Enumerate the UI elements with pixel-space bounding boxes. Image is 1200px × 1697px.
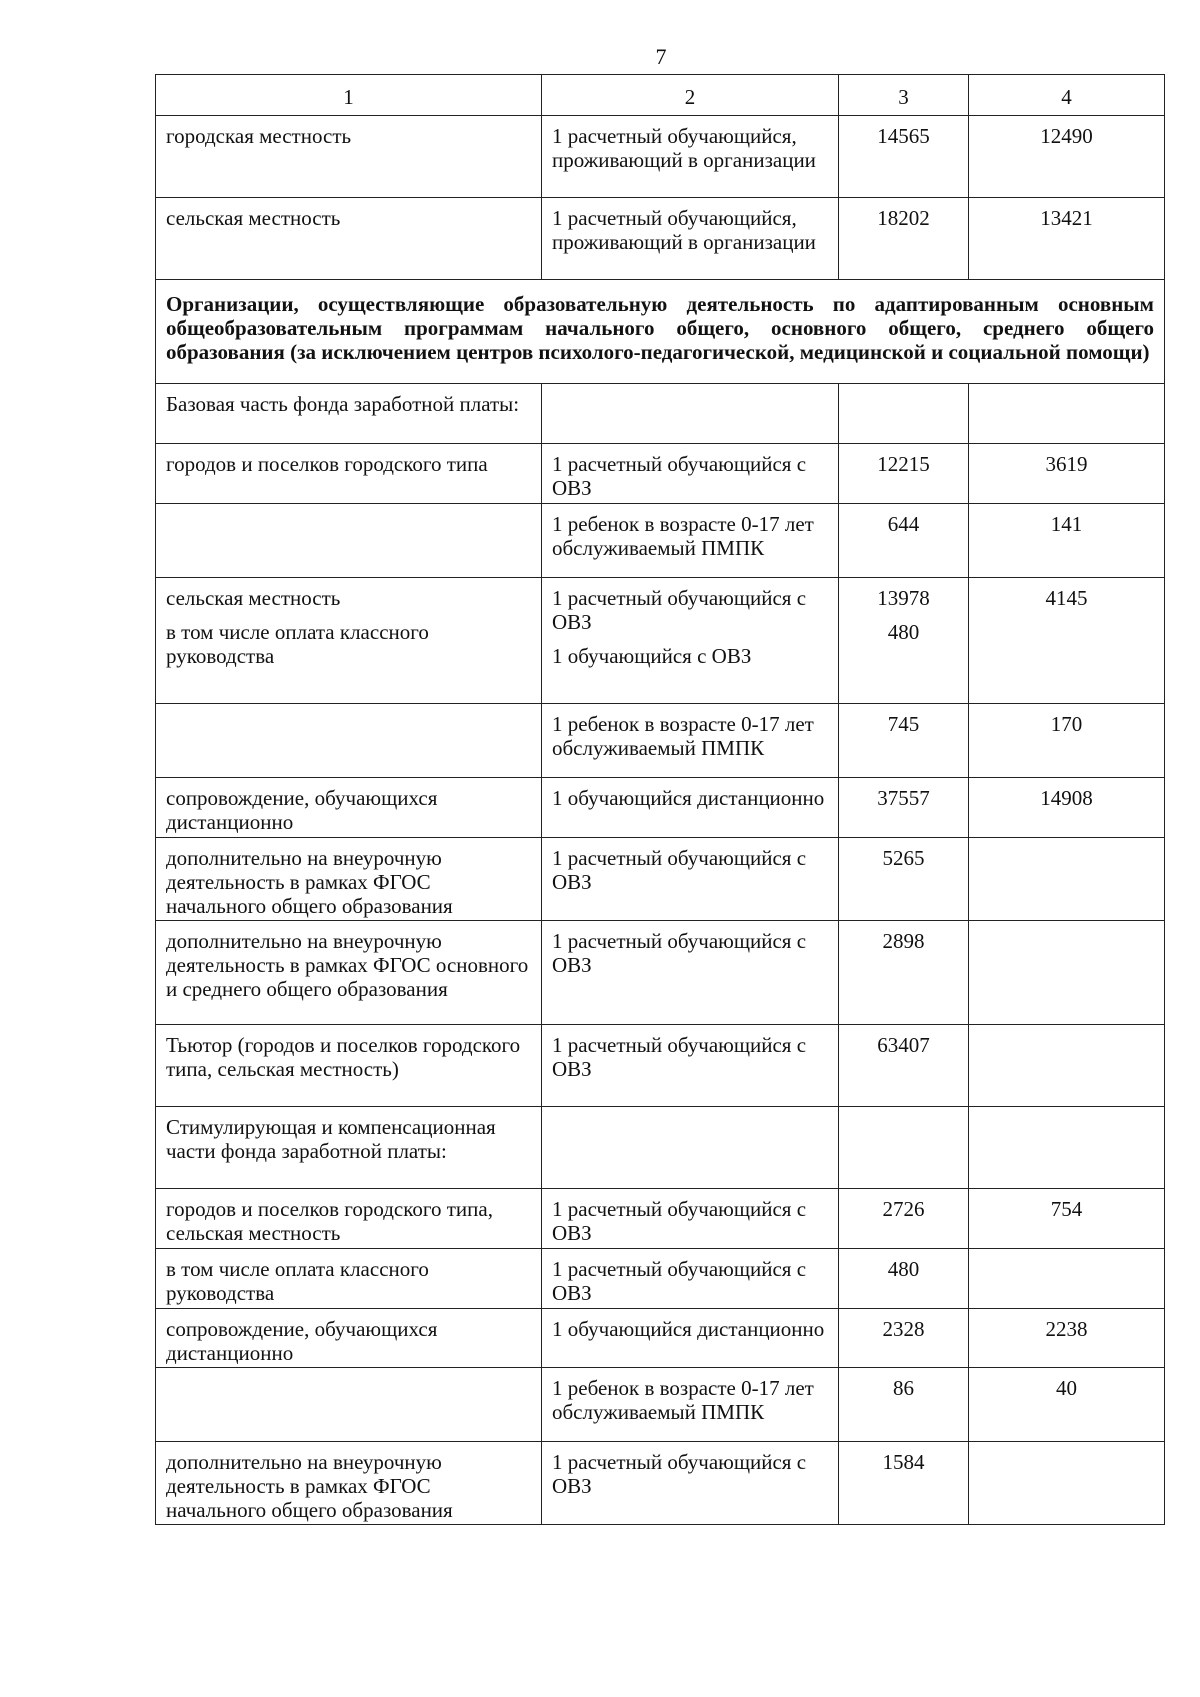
cell-text: 1 расчетный обучающийся с ОВЗ	[552, 929, 807, 977]
value-cell	[969, 1368, 1165, 1442]
unit-cell	[542, 1309, 839, 1368]
cell-text: 1 ребенок в возрасте 0-17 лет обслуживаемый ПМПК	[552, 712, 814, 760]
unit-cell	[542, 704, 839, 778]
cell-text: сопровождение, обучающихся дистанционно	[166, 1317, 438, 1365]
cell-subtext: 1 обучающийся с ОВЗ	[552, 644, 752, 668]
unit-cell	[542, 838, 839, 921]
table-row	[156, 504, 1165, 578]
table-row	[156, 1309, 1165, 1368]
column-number-header: 1	[156, 75, 542, 116]
table-row	[156, 384, 1165, 444]
indicator-cell	[156, 921, 542, 1025]
cell-text: 2898	[882, 929, 925, 953]
cell-text: 5265	[882, 846, 925, 870]
value-cell	[839, 1442, 969, 1525]
table-row	[156, 1249, 1165, 1309]
cell-text: 480	[887, 1257, 920, 1281]
unit-cell	[542, 578, 839, 704]
value-cell	[839, 838, 969, 921]
cell-subtext: в том числе оплата классного руководства	[166, 620, 429, 668]
value-cell	[969, 578, 1165, 704]
value-cell	[839, 504, 969, 578]
value-cell	[969, 838, 1165, 921]
indicator-cell	[156, 578, 542, 704]
table-row	[156, 1442, 1165, 1525]
cell-text: 13978	[877, 586, 930, 610]
indicator-cell	[156, 444, 542, 504]
unit-cell	[542, 1107, 839, 1189]
unit-cell	[542, 1025, 839, 1107]
table-row	[156, 1107, 1165, 1189]
cell-text: 40	[1056, 1376, 1077, 1400]
indicator-cell	[156, 384, 542, 444]
table-row	[156, 1189, 1165, 1249]
cell-spacer	[979, 610, 1154, 620]
value-cell	[969, 198, 1165, 280]
value-cell	[969, 704, 1165, 778]
cell-text: 644	[887, 512, 920, 536]
cell-text: сельская местность	[166, 206, 341, 230]
cell-text: 1 расчетный обучающийся с ОВЗ	[552, 1450, 807, 1498]
value-cell	[839, 1189, 969, 1249]
value-cell	[969, 116, 1165, 198]
unit-cell	[542, 198, 839, 280]
unit-cell	[542, 384, 839, 444]
table-row	[156, 1368, 1165, 1442]
cell-text: 1 расчетный обучающийся, проживающий в организации	[552, 206, 816, 254]
section-heading-row	[156, 280, 1165, 384]
cell-text: городская местность	[166, 124, 352, 148]
cell-text: сопровождение, обучающихся дистанционно	[166, 786, 438, 834]
indicator-cell	[156, 778, 542, 838]
cell-subtext: 480	[887, 620, 920, 644]
cell-spacer	[552, 634, 828, 644]
cell-text: 1 ребенок в возрасте 0-17 лет обслуживаемый ПМПК	[552, 1376, 814, 1424]
table-row	[156, 778, 1165, 838]
cell-text: 4145	[1045, 586, 1088, 610]
value-cell	[839, 1025, 969, 1107]
column-number-header: 4	[969, 75, 1165, 116]
unit-cell	[542, 116, 839, 198]
unit-cell	[542, 1368, 839, 1442]
table-row	[156, 444, 1165, 504]
value-cell	[969, 444, 1165, 504]
value-cell	[969, 1189, 1165, 1249]
value-cell	[839, 578, 969, 704]
cell-text: 1 расчетный обучающийся с ОВЗ	[552, 1033, 807, 1081]
value-cell	[969, 384, 1165, 444]
cell-text: 13421	[1040, 206, 1093, 230]
value-cell	[839, 1309, 969, 1368]
cell-text: 2328	[882, 1317, 925, 1341]
cell-text: 86	[893, 1376, 914, 1400]
value-cell	[839, 704, 969, 778]
cell-text: городов и поселков городского типа, сельская местность	[166, 1197, 493, 1245]
value-cell	[969, 1025, 1165, 1107]
cell-text: 18202	[877, 206, 930, 230]
cell-text: 12490	[1040, 124, 1093, 148]
value-cell	[839, 1107, 969, 1189]
value-cell	[839, 384, 969, 444]
cell-text: Тьютор (городов и поселков городского типа, сельская местность)	[166, 1033, 521, 1081]
cell-text: 1 обучающийся дистанционно	[552, 1317, 825, 1341]
unit-cell	[542, 444, 839, 504]
table-header-row	[156, 75, 1165, 116]
cell-text: 12215	[877, 452, 930, 476]
unit-cell	[542, 1189, 839, 1249]
value-cell	[969, 1442, 1165, 1525]
value-cell	[969, 921, 1165, 1025]
cell-text: 2726	[882, 1197, 925, 1221]
value-cell	[839, 1249, 969, 1309]
unit-cell	[542, 1442, 839, 1525]
indicator-cell	[156, 1249, 542, 1309]
cell-text: 37557	[877, 786, 930, 810]
table-row	[156, 704, 1165, 778]
cell-text: 1 расчетный обучающийся с ОВЗ	[552, 452, 807, 500]
cell-text: городов и поселков городского типа	[166, 452, 488, 476]
cell-text: сельская местность	[166, 586, 341, 610]
value-cell	[839, 444, 969, 504]
cell-text: Базовая часть фонда заработной платы:	[166, 392, 520, 416]
value-cell	[839, 1368, 969, 1442]
cell-text: 754	[1050, 1197, 1083, 1221]
cell-text: Стимулирующая и компенсационная части фонда заработной платы:	[166, 1115, 496, 1163]
indicator-cell	[156, 1107, 542, 1189]
table-row	[156, 198, 1165, 280]
cell-spacer	[849, 610, 958, 620]
cell-text: 14908	[1040, 786, 1093, 810]
unit-cell	[542, 504, 839, 578]
unit-cell	[542, 1249, 839, 1309]
cell-text: 1 обучающийся дистанционно	[552, 786, 825, 810]
table-row	[156, 921, 1165, 1025]
indicator-cell	[156, 1442, 542, 1525]
indicator-cell	[156, 704, 542, 778]
table-row	[156, 116, 1165, 198]
column-number-header: 2	[542, 75, 839, 116]
cell-text: дополнительно на внеурочную деятельность в рамках ФГОС начального общего образования	[166, 1450, 453, 1522]
value-cell	[969, 1249, 1165, 1309]
cell-text: 14565	[877, 124, 930, 148]
indicator-cell	[156, 1189, 542, 1249]
table-row	[156, 578, 1165, 704]
norms-table	[155, 74, 1165, 1525]
page-number: 7	[655, 44, 667, 69]
value-cell	[969, 1107, 1165, 1189]
indicator-cell	[156, 838, 542, 921]
cell-text: 63407	[877, 1033, 930, 1057]
indicator-cell	[156, 116, 542, 198]
value-cell	[969, 1309, 1165, 1368]
indicator-cell	[156, 198, 542, 280]
table-row	[156, 1025, 1165, 1107]
cell-text: 1 расчетный обучающийся с ОВЗ	[552, 1197, 807, 1245]
cell-text: дополнительно на внеурочную деятельность в рамках ФГОС основного и среднего общего образования	[166, 929, 529, 1001]
cell-text: 1 ребенок в возрасте 0-17 лет обслуживаемый ПМПК	[552, 512, 814, 560]
column-number-header: 3	[839, 75, 969, 116]
cell-text: 1 расчетный обучающийся с ОВЗ	[552, 586, 807, 634]
value-cell	[839, 778, 969, 838]
indicator-cell	[156, 1309, 542, 1368]
value-cell	[969, 778, 1165, 838]
cell-text: в том числе оплата классного руководства	[166, 1257, 429, 1305]
cell-text: 1 расчетный обучающийся с ОВЗ	[552, 846, 807, 894]
unit-cell	[542, 921, 839, 1025]
cell-text: дополнительно на внеурочную деятельность в рамках ФГОС начального общего образования	[166, 846, 453, 918]
value-cell	[839, 198, 969, 280]
unit-cell	[542, 778, 839, 838]
value-cell	[969, 504, 1165, 578]
indicator-cell	[156, 1368, 542, 1442]
cell-text: 1584	[882, 1450, 925, 1474]
value-cell	[839, 921, 969, 1025]
table-row	[156, 838, 1165, 921]
cell-text: 1 расчетный обучающийся, проживающий в организации	[552, 124, 816, 172]
cell-text: 2238	[1045, 1317, 1088, 1341]
cell-text: 141	[1050, 512, 1083, 536]
section-heading: Организации, осуществляющие образовательную деятельность по адаптированным основным общеобразовательным программам начального общего, основного общего, среднего общего образования (за исключением центров психолого-педагогической, медицинской и социальной помощи)	[156, 280, 1165, 384]
cell-text: 170	[1050, 712, 1083, 736]
value-cell	[839, 116, 969, 198]
indicator-cell	[156, 504, 542, 578]
cell-text: 3619	[1045, 452, 1088, 476]
cell-text: 1 расчетный обучающийся с ОВЗ	[552, 1257, 807, 1305]
cell-text: 745	[887, 712, 920, 736]
cell-spacer	[166, 610, 531, 620]
indicator-cell	[156, 1025, 542, 1107]
